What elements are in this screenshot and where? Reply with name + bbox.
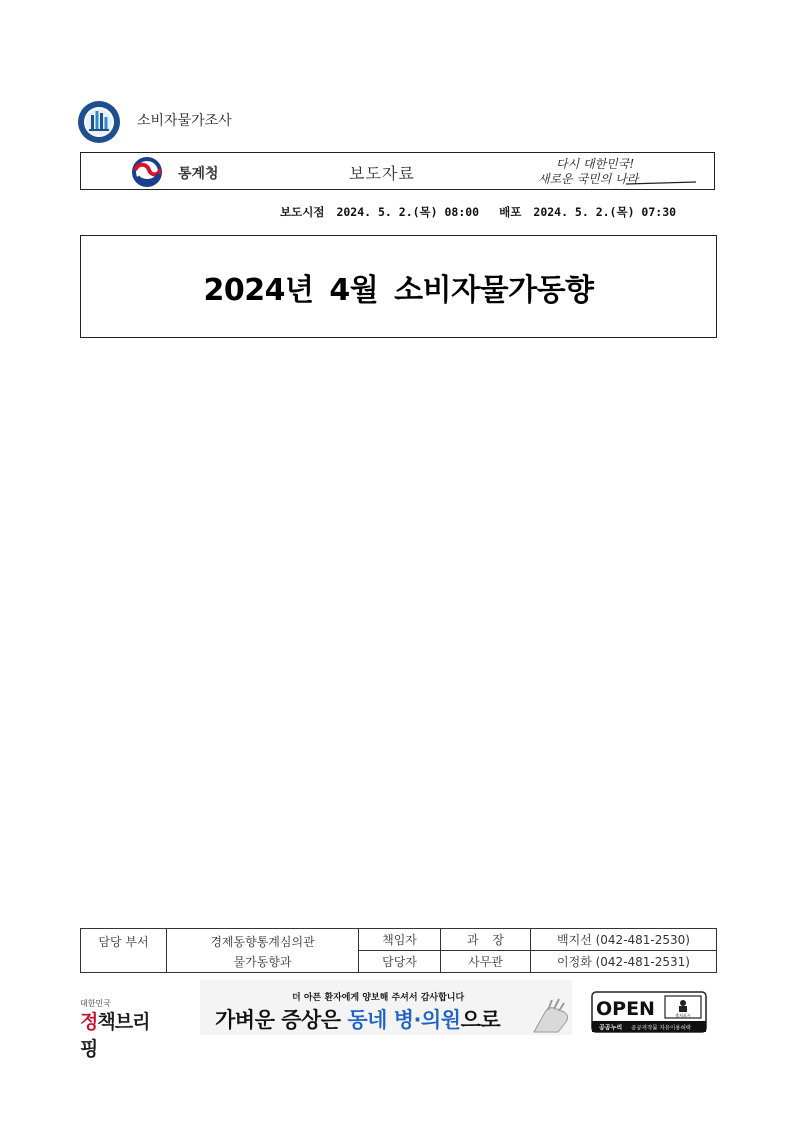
agency-name: 통계청: [178, 166, 219, 182]
dept-label-cell: 담당 부서: [81, 929, 167, 973]
release-info: [280, 204, 676, 220]
statistics-korea-seal-icon: [77, 100, 121, 144]
dept-line2: 물가동향과: [233, 955, 292, 969]
embargo-value: 2024. 5. 2.(목) 08:00: [336, 205, 480, 219]
open-badge: 출처표시: [675, 1013, 691, 1018]
open-text: OPEN: [596, 998, 655, 1020]
attribution-icon: [680, 1000, 686, 1006]
main-title: 2024년 4월 소비자물가동향: [203, 272, 594, 308]
campaign-banner[interactable]: [200, 980, 572, 1035]
slogan-line1: 다시 대한민국!: [556, 157, 635, 171]
dept-name-cell: [167, 929, 359, 973]
position-cell: 과 장: [441, 929, 531, 951]
banner-subtitle: 더 아픈 환자에게 양보해 주셔서 감사합니다: [292, 993, 465, 1003]
distribution-label: 배포: [499, 205, 522, 219]
slogan-calligraphy: [536, 154, 711, 188]
role-cell: 담당자: [359, 951, 441, 973]
open-bottom-2: 공공저작물 자유이용허락: [631, 1025, 692, 1032]
table-row: [81, 929, 717, 951]
distribution-value: 2024. 5. 2.(목) 07:30: [533, 205, 677, 219]
policy-briefing-logo[interactable]: [80, 998, 164, 1060]
role-cell: 책임자: [359, 929, 441, 951]
contact-cell: 백지선 (042-481-2530): [531, 929, 717, 951]
survey-label: 소비자물가조사: [137, 113, 232, 129]
open-bottom-1: 공공누리: [599, 1024, 623, 1032]
document-type: 보도자료: [349, 164, 415, 183]
contacts-table: [80, 928, 717, 973]
kogl-open-license-logo: [591, 991, 707, 1033]
policy-logo-small-text: 대한민국: [80, 999, 111, 1008]
press-release-header: [80, 152, 715, 190]
slogan-line2: 새로운 국민의 나라: [538, 172, 639, 186]
banner-headline: 가벼운 증상은 동네 병·의원으로: [215, 1008, 501, 1032]
hand-icon: [530, 994, 572, 1034]
dept-line1: 경제동향통계심의관: [210, 935, 315, 949]
policy-logo-text: 정책브리핑: [80, 1011, 150, 1060]
position-cell: 사무관: [441, 951, 531, 973]
title-box: [80, 235, 717, 338]
contact-cell: 이정화 (042-481-2531): [531, 951, 717, 973]
embargo-label: 보도시점: [280, 205, 325, 219]
taegeuk-emblem-icon: [131, 157, 163, 187]
